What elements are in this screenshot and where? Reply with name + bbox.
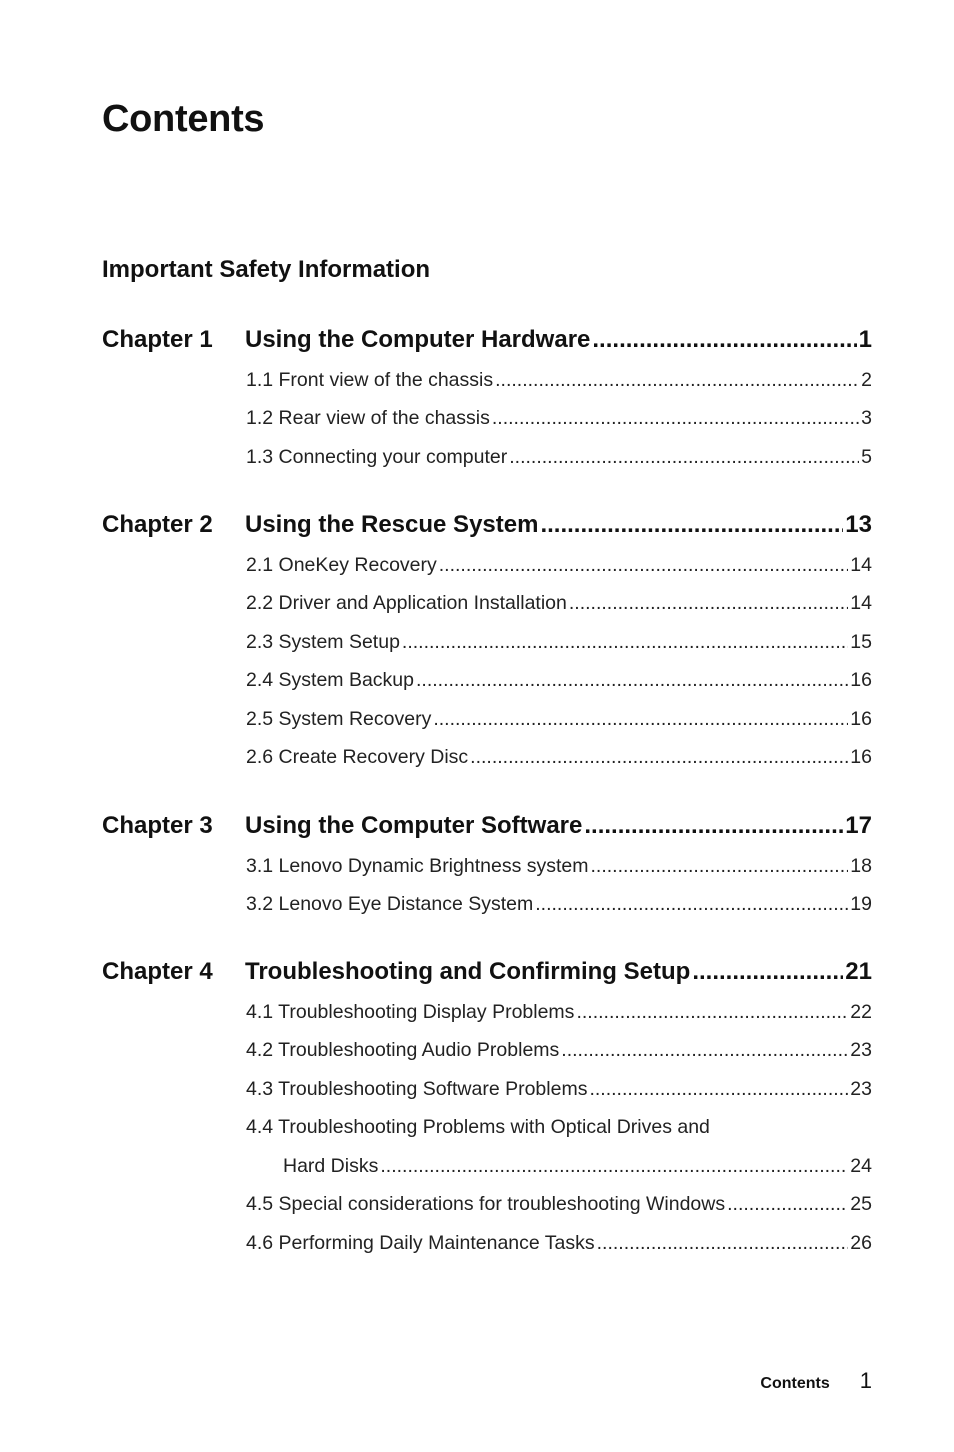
toc-entry-3-2[interactable] (246, 893, 872, 919)
toc-chapter-2[interactable] (102, 511, 872, 545)
entry-page: 16 (850, 708, 872, 730)
entry-title: 3.2 Lenovo Eye Distance System (246, 893, 534, 915)
chapter-page: 21 (845, 958, 872, 985)
dot-leader (692, 958, 843, 986)
page-footer (760, 1368, 872, 1394)
entry-page: 24 (850, 1155, 872, 1177)
entry-page: 16 (850, 669, 872, 691)
entry-page: 19 (850, 893, 872, 915)
dot-leader (592, 326, 856, 354)
dot-leader (535, 893, 848, 916)
entry-title: 2.6 Create Recovery Disc (246, 746, 469, 768)
entry-title: 2.4 System Backup (246, 669, 414, 691)
entry-page: 5 (861, 446, 872, 468)
dot-leader (416, 669, 848, 692)
entry-page: 15 (850, 631, 872, 653)
dot-leader (492, 407, 859, 430)
dot-leader (561, 1039, 848, 1062)
entry-title: 2.3 System Setup (246, 631, 400, 653)
dot-leader (433, 708, 848, 731)
entry-title: 4.1 Troubleshooting Display Problems (246, 1001, 575, 1023)
toc-entry-4-2[interactable] (246, 1039, 872, 1065)
chapter-number: Chapter 3 (102, 812, 213, 839)
dot-leader (589, 1078, 848, 1101)
entry-page: 16 (850, 746, 872, 768)
chapter-title: Using the Rescue System (245, 511, 539, 538)
entry-page: 23 (850, 1078, 872, 1100)
entry-page: 14 (850, 592, 872, 614)
toc-entry-4-4[interactable] (246, 1116, 872, 1142)
toc-entry-2-1[interactable] (246, 554, 872, 580)
footer-section-label: Contents (760, 1375, 830, 1392)
toc-entry-2-4[interactable] (246, 669, 872, 695)
toc-entry-4-4-continued[interactable] (283, 1155, 872, 1181)
chapter-number: Chapter 2 (102, 511, 213, 538)
entry-title: 2.1 OneKey Recovery (246, 554, 437, 576)
dot-leader (540, 511, 843, 539)
toc-entry-1-2[interactable] (246, 407, 872, 433)
chapter-title: Troubleshooting and Confirming Setup (245, 958, 691, 985)
dot-leader (569, 592, 848, 615)
page-title: Contents (102, 98, 265, 140)
chapter-page: 1 (858, 326, 872, 353)
dot-leader (509, 446, 859, 469)
dot-leader (495, 369, 859, 392)
page-number: 1 (859, 1368, 872, 1393)
entry-title: 4.5 Special considerations for troubleshooting Windows (246, 1193, 726, 1215)
dot-leader (584, 812, 843, 840)
entry-page: 18 (850, 855, 872, 877)
toc-entry-3-1[interactable] (246, 855, 872, 881)
entry-page: 26 (850, 1232, 872, 1254)
toc-chapter-1[interactable] (102, 326, 872, 360)
dot-leader (380, 1155, 848, 1178)
entry-page: 14 (850, 554, 872, 576)
toc-chapter-3[interactable] (102, 812, 872, 846)
dot-leader (470, 746, 848, 769)
dot-leader (576, 1001, 848, 1024)
chapter-number: Chapter 1 (102, 326, 213, 353)
dot-leader (591, 855, 849, 878)
entry-title: 1.3 Connecting your computer (246, 446, 508, 468)
chapter-page: 17 (845, 812, 872, 839)
toc-entry-1-3[interactable] (246, 446, 872, 472)
dot-leader (597, 1232, 849, 1255)
dot-leader (727, 1193, 848, 1216)
chapter-page: 13 (845, 511, 872, 538)
toc-entry-2-5[interactable] (246, 708, 872, 734)
entry-page: 25 (850, 1193, 872, 1215)
entry-page: 2 (861, 369, 872, 391)
toc-entry-2-2[interactable] (246, 592, 872, 618)
entry-title: 1.2 Rear view of the chassis (246, 407, 490, 429)
entry-title: 4.2 Troubleshooting Audio Problems (246, 1039, 560, 1061)
entry-title: 4.4 Troubleshooting Problems with Optical Drives and (246, 1116, 710, 1138)
entry-title-continued: Hard Disks (283, 1155, 379, 1177)
entry-page: 23 (850, 1039, 872, 1061)
chapter-number: Chapter 4 (102, 958, 213, 985)
chapter-title: Using the Computer Software (245, 812, 583, 839)
dot-leader (439, 554, 849, 577)
chapter-title: Using the Computer Hardware (245, 326, 591, 353)
entry-title: 2.2 Driver and Application Installation (246, 592, 567, 614)
toc-entry-4-5[interactable] (246, 1193, 872, 1219)
toc-chapter-4[interactable] (102, 958, 872, 992)
entry-page: 3 (861, 407, 872, 429)
dot-leader (402, 631, 848, 654)
toc-entry-2-6[interactable] (246, 746, 872, 772)
entry-page: 22 (850, 1001, 872, 1023)
toc-entry-4-1[interactable] (246, 1001, 872, 1027)
entry-title: 4.3 Troubleshooting Software Problems (246, 1078, 588, 1100)
entry-title: 4.6 Performing Daily Maintenance Tasks (246, 1232, 595, 1254)
entry-title: 2.5 System Recovery (246, 708, 432, 730)
toc-entry-2-3[interactable] (246, 631, 872, 657)
entry-title: 3.1 Lenovo Dynamic Brightness system (246, 855, 589, 877)
toc-entry-4-3[interactable] (246, 1078, 872, 1104)
entry-title: 1.1 Front view of the chassis (246, 369, 494, 391)
toc-safety-heading[interactable]: Important Safety Information (102, 256, 431, 283)
toc-entry-4-6[interactable] (246, 1232, 872, 1258)
toc-entry-1-1[interactable] (246, 369, 872, 395)
